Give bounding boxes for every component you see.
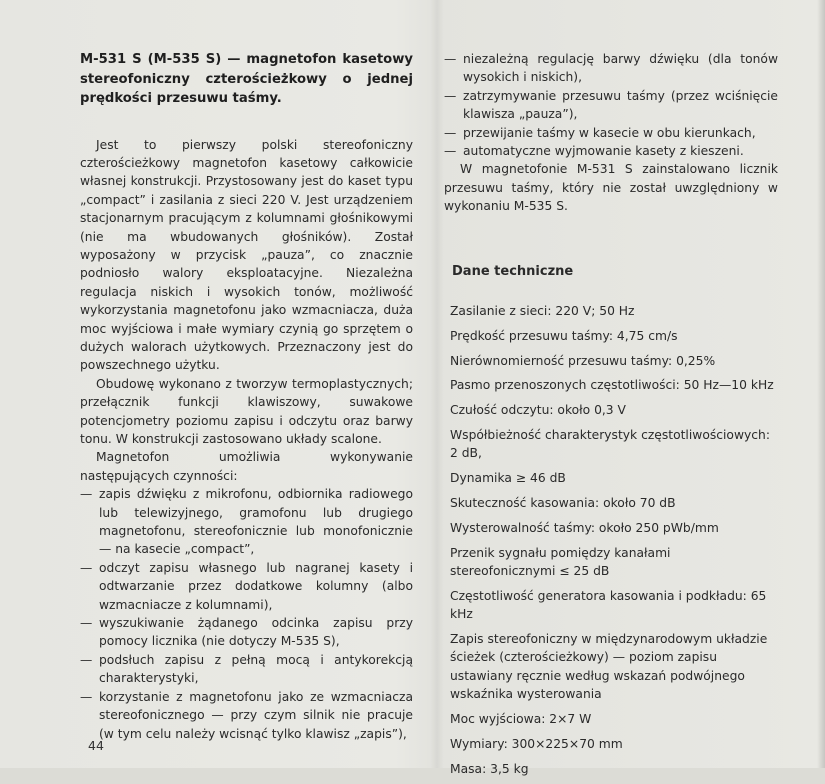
- spec-line: Skuteczność kasowania: około 70 dB: [450, 496, 676, 511]
- spec-line: Przenik sygnału pomiędzy kanałami stereofonicznymi ≤ 25 dB: [450, 545, 671, 579]
- functions-intro-paragraph: Magnetofon umożliwia wykonywanie następujących czynności:: [80, 450, 413, 483]
- page-edge-shadow: [817, 0, 825, 768]
- spec-line: Współbieżność charakterystyk częstotliwościowych: 2 dB,: [450, 428, 770, 461]
- list-item: — niezależną regulację barwy dźwięku (dla tonów wysokich i niskich),: [444, 50, 778, 87]
- spec-line: Prędkość przesuwu taśmy: 4,75 cm/s: [450, 328, 678, 343]
- list-item: — podsłuch zapisu z pełną mocą i antykorekcją charakterystyki,: [80, 651, 413, 688]
- intro-paragraph: Jest to pierwszy polski stereofoniczny czterościeżkowy magnetofon kasetowy całkowicie własnej konstrukcji. Przystosowany jest do kaset typu „compact” i zasilania z sieci 220 V. Jest urządzeniem stacjonarnym pracującym z kolumnami głośnikowymi (nie ma wbudowanych głośników). Został wyposażony w przycisk „pauza”, co znacznie podniosło walory eksploatacyjne. Niezależna regulacja niskich i wysokich tonów, możliwość wykorzystania magnetofonu jako wzmacniacza, duża moc wyjściowa i małe wymiary czynią go sprzętem o dużych walorach użytkowych. Przeznaczony jest do powszechnego użytku.: [80, 137, 413, 373]
- list-item: — korzystanie z magnetofonu jako ze wzmacniacza stereofonicznego — przy czym silnik nie pracuje (w tym celu należy wcisnąć tylko klawisz „zapis”),: [80, 688, 413, 743]
- technical-specs-list: [450, 302, 778, 778]
- article-title: M-531 S (M-535 S) — magnetofon kasetowy stereofoniczny czterościeżkowy o jednej prędkości przesuwu taśmy.: [80, 52, 413, 106]
- list-item: — odczyt zapisu własnego lub nagranej kasety i odtwarzanie przez dodatkowe kolumny (albo wzmacniacze z kolumnami),: [80, 559, 413, 614]
- spec-line: Zasilanie z sieci: 220 V; 50 Hz: [450, 304, 635, 319]
- left-column: [80, 50, 413, 743]
- list-item: — wyszukiwanie żądanego odcinka zapisu przy pomocy licznika (nie dotyczy M-535 S),: [80, 614, 413, 651]
- spec-line: Wysterowalność taśmy: około 250 pWb/mm: [450, 520, 719, 535]
- book-spine-shadow: [430, 0, 444, 768]
- spec-line: Czułość odczytu: około 0,3 V: [450, 403, 626, 418]
- spec-line: Wymiary: 300×225×70 mm: [450, 736, 623, 751]
- section-heading-technical-data: Dane techniczne: [452, 263, 574, 279]
- spec-line: Częstotliwość generatora kasowania i podkładu: 65 kHz: [450, 588, 767, 622]
- list-item: — przewijanie taśmy w kasecie w obu kierunkach,: [444, 124, 778, 142]
- spec-line: Pasmo przenoszonych częstotliwości: 50 Hz—10 kHz: [450, 378, 774, 393]
- list-item: — zapis dźwięku z mikrofonu, odbiornika radiowego lub telewizyjnego, gramofonu lub drugiego magnetofonu, stereofonicznie lub monofonicznie — na kasecie „compact”,: [80, 485, 413, 559]
- counter-paragraph: W magnetofonie M-531 S zainstalowano licznik przesuwu taśmy, który nie został uwzględniony w wykonaniu M-535 S.: [444, 162, 778, 214]
- spec-line: Masa: 3,5 kg: [450, 761, 529, 776]
- spec-line: Moc wyjściowa: 2×7 W: [450, 712, 592, 727]
- functions-list-continued: [444, 50, 778, 160]
- spec-line: Zapis stereofoniczny w międzynarodowym układzie ścieżek (czterościeżkowy) — poziom zapisu ustawiany ręcznie według wskazań podwójnego wskaźnika wysterowania: [450, 632, 768, 702]
- page-number: 44: [88, 738, 104, 753]
- list-item: — zatrzymywanie przesuwu taśmy (przez wciśnięcie klawisza „pauza”),: [444, 87, 778, 124]
- spec-line: Dynamika ≥ 46 dB: [450, 471, 566, 486]
- list-item: — automatyczne wyjmowanie kasety z kieszeni.: [444, 142, 778, 160]
- spec-line: Nierównomierność przesuwu taśmy: 0,25%: [450, 353, 716, 368]
- functions-list: [80, 485, 413, 743]
- housing-paragraph: Obudowę wykonano z tworzyw termoplastycznych; przełącznik funkcji klawiszowy, suwakowe potencjometry poziomu zapisu i odczytu oraz barwy tonu. W konstrukcji zastosowano układy scalone.: [80, 376, 413, 446]
- right-column: [444, 50, 778, 784]
